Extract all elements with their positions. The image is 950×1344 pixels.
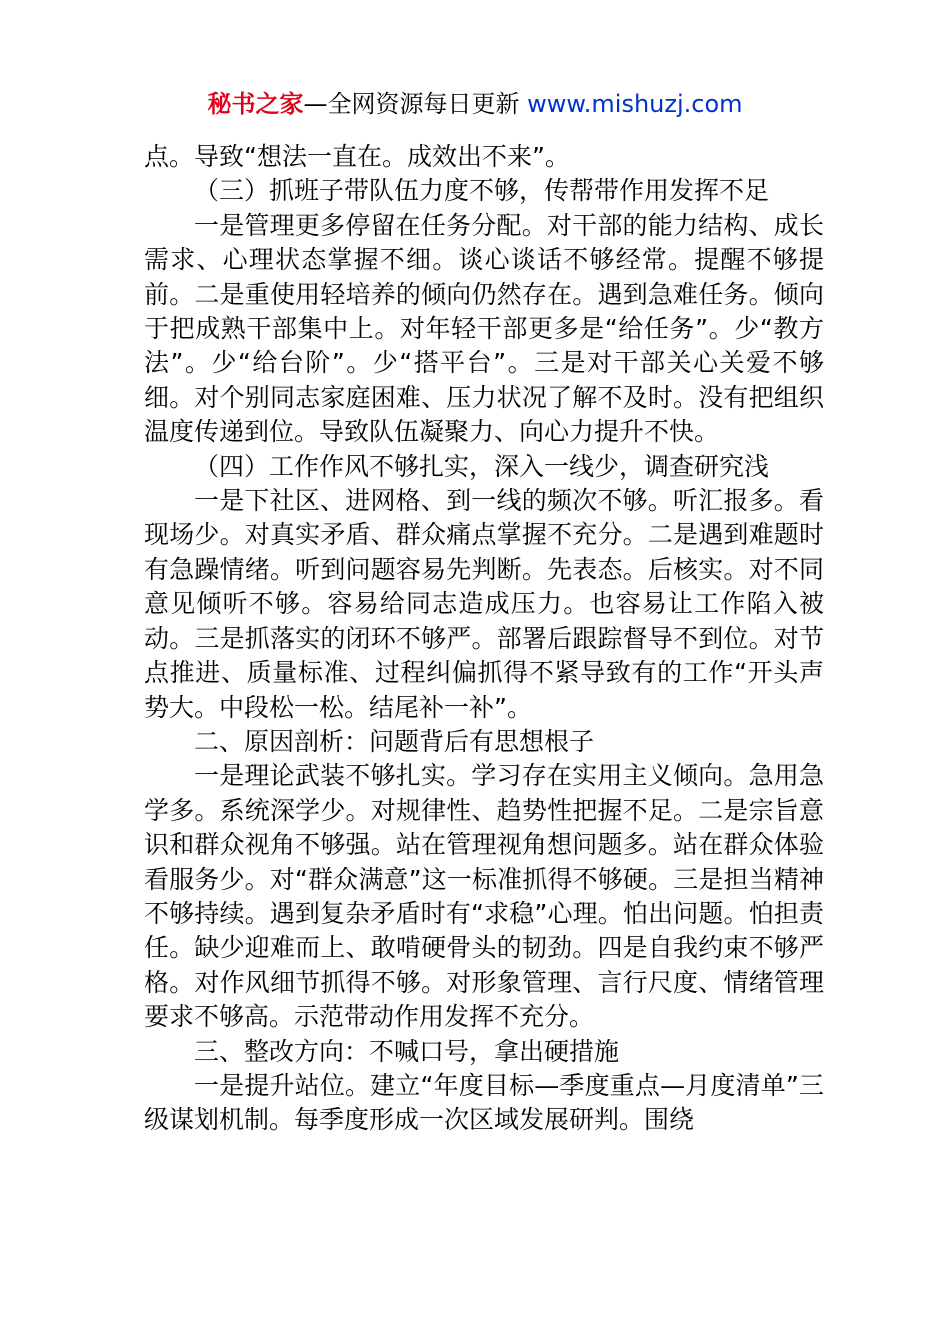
section-heading: （四）工作作风不够扎实，深入一线少，调查研究浅 <box>194 451 770 481</box>
section-heading: 三、整改方向：不喊口号，拿出硬措施 <box>194 1036 620 1066</box>
paragraph: 一是下社区、进网格、到一线的频次不够。听汇报多。看现场少。对真实矛盾、群众痛点掌握不充分。二是遇到难题时有急躁情绪。听到问题容易先判断。先表态。后核实。对不同意见倾听不够。容易给同志造成压力。也容易让工作陷入被动。三是抓落实的闭环不够严。部署后跟踪督导不到位。对节点推进、质量标准、过程纠偏抓得不紧导致有的工作“开头声势大。中段松一松。结尾补一补”。 <box>144 486 824 722</box>
section-heading: 二、原因剖析：问题背后有思想根子 <box>194 726 595 756</box>
paragraph: 点。导致“想法一直在。成效出不来”。 <box>144 142 570 171</box>
site-url-link[interactable]: www.mishuzj.com <box>527 90 743 118</box>
paragraph: 一是管理更多停留在任务分配。对干部的能力结构、成长需求、心理状态掌握不细。谈心谈话不够经常。提醒不够提前。二是重使用轻培养的倾向仍然存在。遇到急难任务。倾向于把成熟干部集中上。对年轻干部更多是“给任务”。少“教方法”。少“给台阶”。少“搭平台”。三是对干部关心关爱不够细。对个别同志家庭困难、压力状况了解不及时。没有把组织温度传递到位。导致队伍凝聚力、向心力提升不快。 <box>144 210 824 447</box>
paragraph: 一是提升站位。建立“年度目标—季度重点—月度清单”三级谋划机制。每季度形成一次区域发展研判。围绕 <box>144 1070 824 1135</box>
site-brand: 秘书之家 <box>207 90 304 118</box>
document-body <box>144 140 824 1138</box>
section-heading: （三）抓班子带队伍力度不够，传帮带作用发挥不足 <box>194 176 770 206</box>
paragraph: 一是理论武装不够扎实。学习存在实用主义倾向。急用急学多。系统深学少。对规律性、趋势性把握不足。二是宗旨意识和群众视角不够强。站在管理视角想问题多。站在群众体验看服务少。对“群众满意”这一标准抓得不够硬。三是担当精神不够持续。遇到复杂矛盾时有“求稳”心理。怕出问题。怕担责任。缺少迎难而上、敢啃硬骨头的韧劲。四是自我约束不够严格。对作风细节抓得不够。对形象管理、言行尺度、情绪管理要求不够高。示范带动作用发挥不充分。 <box>144 761 824 1032</box>
site-header <box>0 88 950 120</box>
site-tagline: —全网资源每日更新 <box>303 90 520 118</box>
